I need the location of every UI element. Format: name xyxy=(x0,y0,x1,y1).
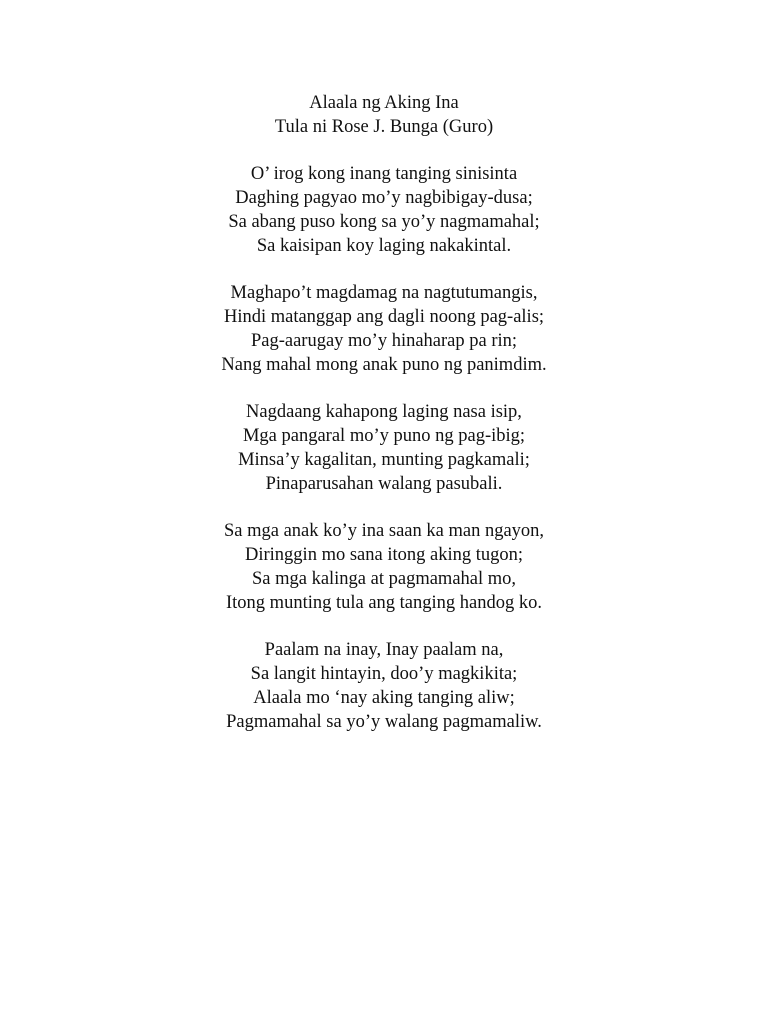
stanza-line: Pagmamahal sa yo’y walang pagmamaliw. xyxy=(226,711,542,732)
stanza-line: Mga pangaral mo’y puno ng pag-ibig; xyxy=(242,426,526,447)
stanza-line: Alaala mo ‘nay aking tanging aliw; xyxy=(253,687,515,708)
poem-title: Alaala ng Aking Ina xyxy=(309,93,459,113)
stanza-line: Hindi matanggap ang dagli noong pag-alis; xyxy=(223,307,545,328)
stanza-line: O’ irog kong inang tanging sinisinta xyxy=(250,164,518,185)
stanza-spacer xyxy=(0,497,768,521)
stanza-line: Maghapo’t magdamag na nagtutumangis, xyxy=(230,283,538,304)
stanza-line: Sa mga kalinga at pagmamahal mo, xyxy=(251,568,517,589)
stanza-line: Sa langit hintayin, doo’y magkikita; xyxy=(250,664,518,685)
stanza-line: Sa kaisipan koy laging nakakintal. xyxy=(256,235,512,256)
stanza-5 xyxy=(0,639,768,734)
stanza-spacer xyxy=(0,616,768,640)
stanza-line: Daghing pagyao mo’y nagbibigay-dusa; xyxy=(235,188,533,209)
stanza-line: Diringgin mo sana itong aking tugon; xyxy=(245,545,523,566)
stanza-spacer xyxy=(0,140,768,164)
stanza-3 xyxy=(0,401,768,496)
stanza-line: Minsa’y kagalitan, munting pagkamali; xyxy=(238,449,530,470)
stanza-line: Pag-aarugay mo’y hinaharap pa rin; xyxy=(250,330,518,351)
stanza-2 xyxy=(0,282,768,377)
stanza-line: Nagdaang kahapong laging nasa isip, xyxy=(246,402,522,423)
poem-header xyxy=(0,92,768,140)
stanza-line: Nang mahal mong anak puno ng panimdim. xyxy=(221,354,547,375)
stanza-line: Sa mga anak ko’y ina saan ka man ngayon, xyxy=(223,521,545,542)
stanza-line: Itong munting tula ang tanging handog ko. xyxy=(226,592,542,613)
stanza-line: Sa abang puso kong sa yo’y nagmamahal; xyxy=(228,211,540,232)
stanza-4 xyxy=(0,520,768,615)
stanza-line: Pinaparusahan walang pasubali. xyxy=(265,473,503,494)
poem-byline: Tula ni Rose J. Bunga (Guro) xyxy=(274,116,494,137)
stanza-line: Paalam na inay, Inay paalam na, xyxy=(264,640,504,661)
stanza-spacer xyxy=(0,259,768,283)
poem-page xyxy=(0,92,768,735)
stanza-spacer xyxy=(0,378,768,402)
stanza-1 xyxy=(0,163,768,258)
